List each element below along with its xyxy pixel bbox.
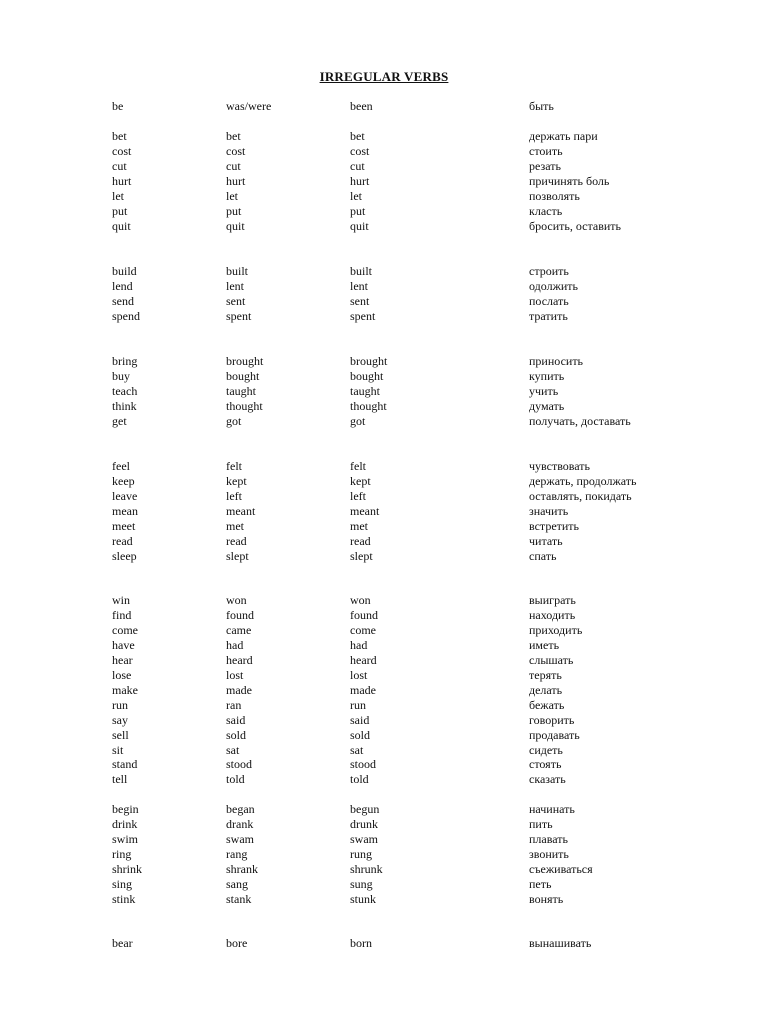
translation: начинать [529, 802, 575, 816]
past-simple: cut [226, 158, 241, 173]
past-simple: cost [226, 143, 246, 158]
past-participle: slept [350, 548, 373, 563]
base-form: buy [112, 368, 130, 383]
past-participle: lent [350, 278, 368, 293]
translation: причинять боль [529, 173, 610, 188]
translation: быть [529, 99, 554, 113]
translation: класть [529, 203, 563, 218]
verb-row [0, 892, 768, 907]
past-participle: born [350, 936, 372, 950]
past-simple: began [226, 802, 255, 816]
base-form: ring [112, 846, 132, 861]
base-form: come [112, 622, 138, 637]
past-simple: taught [226, 383, 256, 398]
past-simple: shrank [226, 861, 258, 876]
past-simple: got [226, 413, 242, 428]
translation: плавать [529, 831, 568, 846]
past-participle: rung [350, 846, 372, 861]
verb-row [0, 489, 768, 504]
verb-row [0, 862, 768, 877]
past-simple: stank [226, 891, 252, 906]
base-form: drink [112, 816, 138, 831]
past-simple: sold [226, 727, 247, 742]
translation: стоять [529, 757, 562, 772]
translation: оставлять, покидать [529, 488, 632, 503]
past-participle: quit [350, 218, 369, 233]
translation: сидеть [529, 742, 563, 757]
past-simple: quit [226, 218, 245, 233]
base-form: bet [112, 129, 127, 143]
translation: резать [529, 158, 561, 173]
translation: встретить [529, 518, 580, 533]
translation: строить [529, 264, 569, 278]
past-participle: bought [350, 368, 384, 383]
past-participle: sung [350, 876, 373, 891]
past-simple: had [226, 637, 244, 652]
verb-row [0, 399, 768, 414]
past-simple: brought [226, 354, 264, 368]
verb-row [0, 204, 768, 219]
base-form: cost [112, 143, 132, 158]
past-simple: thought [226, 398, 263, 413]
base-form: feel [112, 459, 130, 473]
base-form: bring [112, 354, 138, 368]
base-form: think [112, 398, 137, 413]
past-participle: found [350, 607, 378, 622]
base-form: cut [112, 158, 127, 173]
past-participle: taught [350, 383, 380, 398]
past-simple: let [226, 188, 238, 203]
past-simple: drank [226, 816, 254, 831]
base-form: quit [112, 218, 131, 233]
past-simple: sat [226, 742, 240, 757]
past-participle: stood [350, 757, 377, 772]
past-participle: lost [350, 667, 368, 682]
past-simple: was/were [226, 99, 272, 113]
past-participle: felt [350, 459, 366, 473]
past-simple: ran [226, 697, 242, 712]
verb-row [0, 757, 768, 772]
verb-row [0, 294, 768, 309]
verb-row [0, 144, 768, 159]
past-simple: bore [226, 936, 248, 950]
base-form: swim [112, 831, 139, 846]
past-simple: spent [226, 308, 252, 323]
past-participle: let [350, 188, 362, 203]
past-simple: left [226, 488, 242, 503]
past-simple: made [226, 682, 252, 697]
page-title: IRREGULAR VERBS [319, 69, 449, 84]
base-form: get [112, 413, 127, 428]
past-simple: lent [226, 278, 244, 293]
past-participle: cut [350, 158, 365, 173]
past-participle: shrunk [350, 861, 383, 876]
translation: думать [529, 398, 565, 413]
verb-row [0, 743, 768, 758]
past-simple: told [226, 772, 245, 787]
translation: стоить [529, 143, 563, 158]
base-form: sleep [112, 548, 137, 563]
translation: находить [529, 607, 576, 622]
base-form: begin [112, 802, 139, 816]
past-participle: swam [350, 831, 378, 846]
base-form: hear [112, 652, 133, 667]
verb-row [0, 159, 768, 174]
base-form: keep [112, 473, 135, 488]
verb-row [0, 713, 768, 728]
translation: съеживаться [529, 861, 593, 876]
base-form: lose [112, 667, 132, 682]
past-simple: slept [226, 548, 249, 563]
past-simple: built [226, 264, 249, 278]
past-participle: sent [350, 293, 370, 308]
translation: одолжить [529, 278, 579, 293]
base-form: stink [112, 891, 136, 906]
past-simple: hurt [226, 173, 246, 188]
past-participle: been [350, 99, 373, 113]
translation: значить [529, 503, 569, 518]
verb-row [0, 384, 768, 399]
translation: пить [529, 816, 553, 831]
verb-row [0, 459, 768, 474]
past-participle: hurt [350, 173, 370, 188]
past-participle: cost [350, 143, 370, 158]
past-participle: begun [350, 802, 380, 816]
past-participle: heard [350, 652, 377, 667]
past-simple: sent [226, 293, 246, 308]
base-form: stand [112, 757, 138, 772]
past-participle: built [350, 264, 373, 278]
past-simple: came [226, 622, 252, 637]
translation: приходить [529, 622, 583, 637]
base-form: hurt [112, 173, 132, 188]
base-form: bear [112, 936, 133, 950]
past-participle: thought [350, 398, 387, 413]
verb-row [0, 534, 768, 549]
base-form: say [112, 712, 128, 727]
verb-row [0, 623, 768, 638]
verb-row [0, 129, 768, 144]
verb-row [0, 174, 768, 189]
verb-row [0, 99, 768, 114]
verb-row [0, 549, 768, 564]
translation: звонить [529, 846, 569, 861]
verb-row [0, 847, 768, 862]
past-participle: had [350, 637, 368, 652]
translation: говорить [529, 712, 575, 727]
base-form: run [112, 697, 128, 712]
verb-row [0, 414, 768, 429]
past-participle: stunk [350, 891, 377, 906]
past-participle: won [350, 593, 371, 607]
base-form: win [112, 593, 130, 607]
base-form: shrink [112, 861, 142, 876]
verb-row [0, 519, 768, 534]
verb-row [0, 593, 768, 608]
past-simple: lost [226, 667, 244, 682]
past-participle: bet [350, 129, 365, 143]
past-participle: got [350, 413, 366, 428]
base-form: let [112, 188, 124, 203]
translation: бросить, оставить [529, 218, 622, 233]
past-participle: drunk [350, 816, 378, 831]
verb-row [0, 817, 768, 832]
verb-row [0, 608, 768, 623]
past-simple: kept [226, 473, 247, 488]
verb-row [0, 877, 768, 892]
base-form: mean [112, 503, 138, 518]
base-form: sing [112, 876, 133, 891]
past-simple: meant [226, 503, 256, 518]
base-form: tell [112, 772, 128, 787]
past-simple: read [226, 533, 247, 548]
verb-row [0, 264, 768, 279]
past-simple: rang [226, 846, 248, 861]
verb-row [0, 683, 768, 698]
past-participle: spent [350, 308, 376, 323]
base-form: build [112, 264, 137, 278]
verb-row [0, 936, 768, 951]
past-participle: met [350, 518, 368, 533]
past-participle: run [350, 697, 366, 712]
base-form: be [112, 99, 124, 113]
past-simple: heard [226, 652, 253, 667]
past-simple: bought [226, 368, 260, 383]
verb-row [0, 474, 768, 489]
base-form: leave [112, 488, 138, 503]
past-simple: won [226, 593, 247, 607]
past-participle: kept [350, 473, 371, 488]
past-participle: made [350, 682, 376, 697]
verb-row [0, 189, 768, 204]
past-simple: met [226, 518, 244, 533]
past-simple: said [226, 712, 246, 727]
past-participle: brought [350, 354, 388, 368]
past-participle: said [350, 712, 370, 727]
translation: послать [529, 293, 569, 308]
past-simple: found [226, 607, 254, 622]
base-form: meet [112, 518, 136, 533]
verb-row [0, 638, 768, 653]
translation: чувствовать [529, 459, 591, 473]
translation: получать, доставать [529, 413, 631, 428]
base-form: spend [112, 308, 140, 323]
translation: бежать [529, 697, 565, 712]
verb-row [0, 698, 768, 713]
past-simple: sang [226, 876, 248, 891]
translation: спать [529, 548, 557, 563]
translation: держать пари [529, 129, 598, 143]
translation: сказать [529, 772, 566, 787]
verb-row [0, 832, 768, 847]
verb-row [0, 653, 768, 668]
past-participle: come [350, 622, 376, 637]
translation: учить [529, 383, 559, 398]
verb-row [0, 369, 768, 384]
verb-row [0, 504, 768, 519]
translation: купить [529, 368, 565, 383]
past-participle: left [350, 488, 366, 503]
past-participle: told [350, 772, 369, 787]
translation: читать [529, 533, 563, 548]
translation: тратить [529, 308, 568, 323]
translation: приносить [529, 354, 584, 368]
base-form: have [112, 637, 135, 652]
translation: терять [529, 667, 562, 682]
verb-row [0, 728, 768, 743]
base-form: make [112, 682, 138, 697]
verb-row [0, 309, 768, 324]
translation: петь [529, 876, 552, 891]
translation: продавать [529, 727, 580, 742]
base-form: send [112, 293, 134, 308]
verb-row [0, 354, 768, 369]
past-simple: stood [226, 757, 253, 772]
translation: вонять [529, 891, 564, 906]
verb-row [0, 219, 768, 234]
translation: выиграть [529, 593, 576, 607]
base-form: find [112, 607, 132, 622]
verb-row [0, 668, 768, 683]
past-simple: swam [226, 831, 254, 846]
past-simple: bet [226, 129, 241, 143]
translation: иметь [529, 637, 560, 652]
translation: вынашивать [529, 936, 592, 950]
past-participle: sold [350, 727, 371, 742]
past-simple: put [226, 203, 242, 218]
translation: держать, продолжать [529, 473, 637, 488]
base-form: put [112, 203, 128, 218]
base-form: teach [112, 383, 138, 398]
past-simple: felt [226, 459, 242, 473]
base-form: sit [112, 742, 124, 757]
past-participle: read [350, 533, 371, 548]
translation: слышать [529, 652, 574, 667]
verb-row [0, 802, 768, 817]
base-form: sell [112, 727, 129, 742]
base-form: lend [112, 278, 133, 293]
verb-row [0, 772, 768, 787]
verb-row [0, 279, 768, 294]
translation: делать [529, 682, 563, 697]
past-participle: meant [350, 503, 380, 518]
translation: позволять [529, 188, 580, 203]
past-participle: put [350, 203, 366, 218]
base-form: read [112, 533, 133, 548]
past-participle: sat [350, 742, 364, 757]
